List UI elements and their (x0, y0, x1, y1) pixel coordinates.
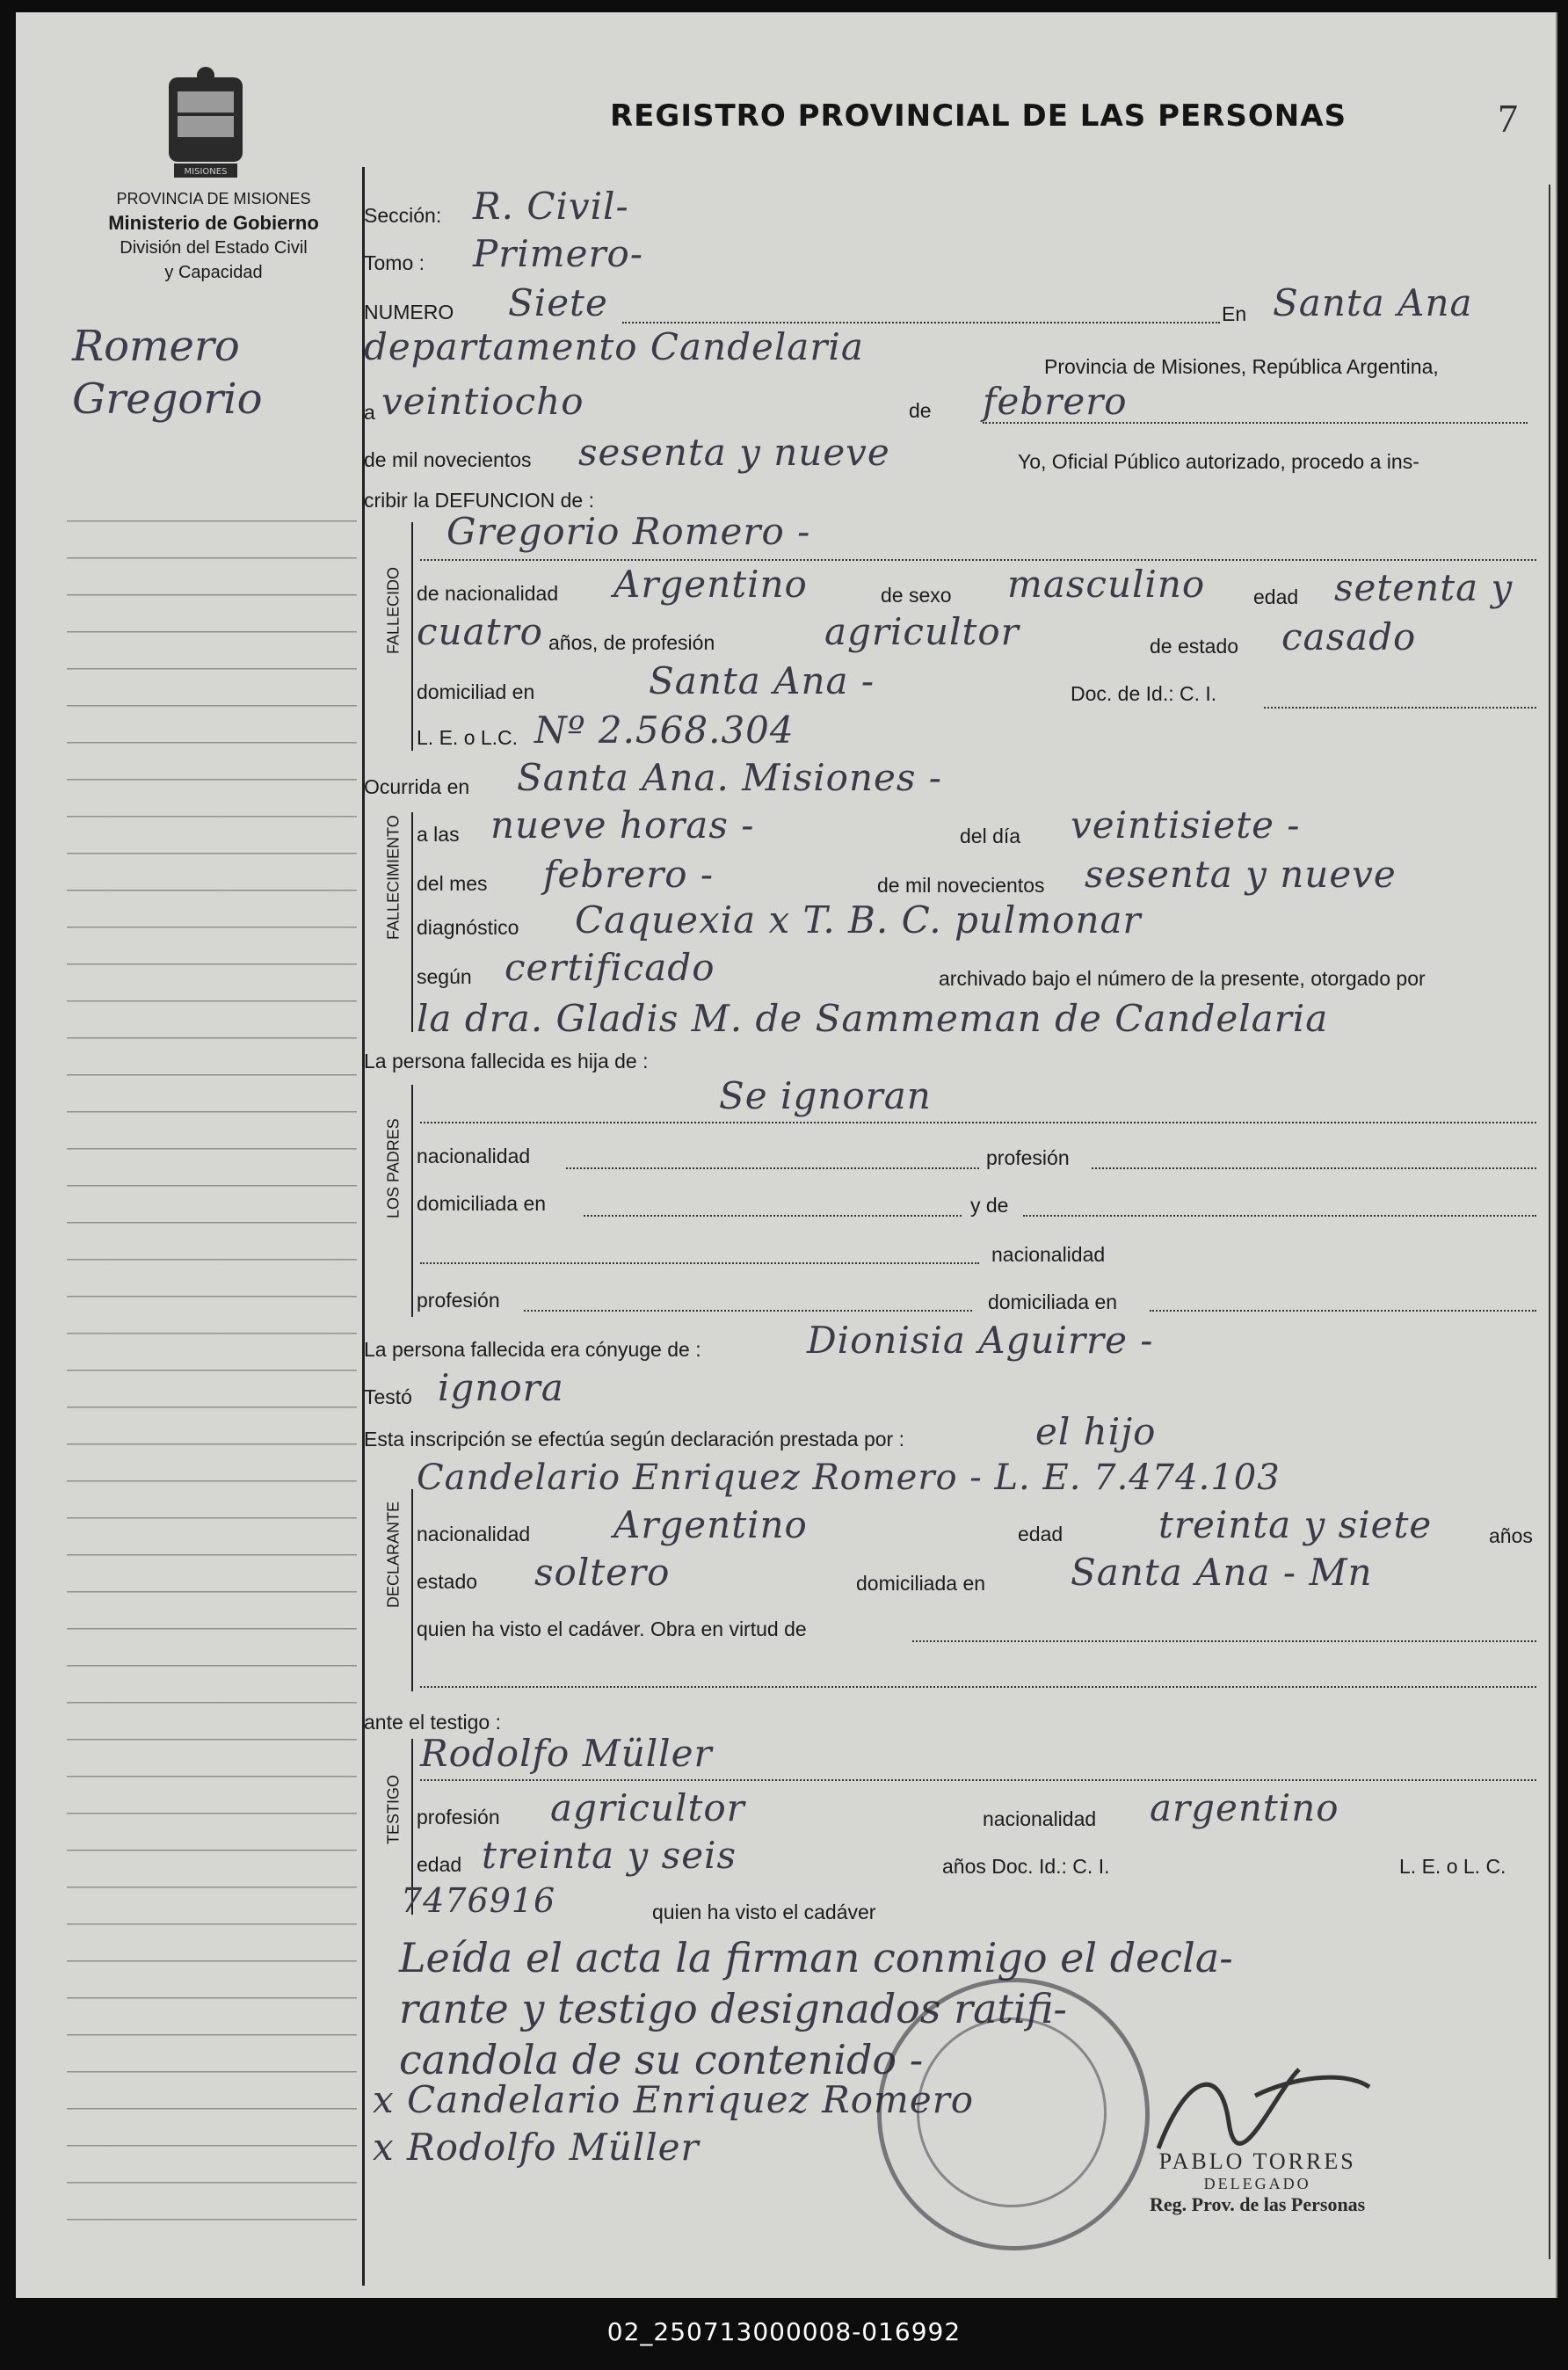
label-sexo: de sexo (881, 584, 952, 607)
label-testigo-le-lc: L. E. o L. C. (1399, 1855, 1506, 1878)
label-ocurrida: Ocurrida en (364, 775, 470, 798)
label-a-las: a las (417, 823, 460, 846)
value-testo: ignora (438, 1366, 564, 1409)
label-testigo-nacionalidad: nacionalidad (983, 1807, 1097, 1830)
label-declaracion: Esta inscripción se efectúa según declaración prestada por : (364, 1428, 904, 1450)
value-declarante-nacionalidad: Argentino (613, 1503, 808, 1546)
value-tomo: Primero- (473, 232, 644, 275)
label-padre-nacionalidad: nacionalidad (417, 1145, 531, 1167)
margin-divider (362, 167, 365, 2286)
label-tomo: Tomo : (364, 251, 425, 274)
official-office: Reg. Prov. de las Personas (1150, 2193, 1366, 2215)
margin-given-name: Gregorio (72, 374, 263, 424)
label-ante-testigo: ante el testigo : (364, 1711, 501, 1734)
section-padres: LOS PADRES (376, 1085, 413, 1317)
org-line-1: PROVINCIA DE MISIONES (116, 190, 311, 207)
value-declarante-domicilio: Santa Ana - Mn (1071, 1551, 1373, 1594)
label-conyuge: La persona fallecida era cónyuge de : (364, 1338, 701, 1361)
org-line-2: Ministerio de Gobierno (108, 212, 319, 234)
margin-ruled-column (67, 487, 357, 2245)
note-line-3: candola de su contenido - (399, 2036, 924, 2083)
section-testigo: TESTIGO (376, 1739, 413, 1915)
label-declarante-anos: años (1489, 1524, 1533, 1547)
value-declarante-estado: soltero (534, 1551, 671, 1594)
value-dia-muerte: veintisiete - (1071, 803, 1301, 847)
label-archivado: archivado bajo el número de la presente, otorgado por (939, 967, 1426, 990)
value-ocurrida: Santa Ana. Misiones - (517, 756, 942, 799)
value-testigo-profesion: agricultor (550, 1786, 745, 1829)
label-nacionalidad: de nacionalidad (417, 582, 559, 605)
org-line-4: y Capacidad (164, 263, 263, 282)
image-id-caption: 02_250713000008-016992 (606, 2317, 962, 2346)
value-dia: veintiocho (381, 380, 584, 423)
label-testigo-visto: quien ha visto el cadáver (652, 1901, 876, 1923)
label-numero: NUMERO (364, 301, 454, 324)
margin-surname: Romero (72, 322, 240, 371)
value-hora: nueve horas - (490, 803, 755, 847)
official-signature (1150, 2043, 1378, 2166)
label-doc-id: Doc. de Id.: C. I. (1071, 682, 1217, 705)
label-testigo-edad: edad (417, 1853, 462, 1876)
label-testigo-profesion: profesión (417, 1806, 500, 1828)
value-anio: sesenta y nueve (578, 431, 890, 474)
label-le-lc: L. E. o L.C. (417, 726, 519, 749)
label-padre-profesion: profesión (986, 1146, 1070, 1169)
label-declarante-visto: quien ha visto el cadáver. Obra en virtud de (417, 1618, 807, 1640)
value-anio-muerte: sesenta y nueve (1085, 853, 1397, 896)
note-line-1: Leída el acta la firman conmigo el decla- (399, 1934, 1233, 1981)
label-estado: de estado (1150, 635, 1239, 658)
value-declarante-nombre: Candelario Enriquez Romero - L. E. 7.474.103 (417, 1458, 1281, 1498)
label-y-de: y de (970, 1194, 1009, 1217)
section-declarante: DECLARANTE (376, 1489, 413, 1691)
label-yo-oficial: Yo, Oficial Público autorizado, procedo a ins- (1018, 450, 1419, 473)
value-mes: febrero (983, 380, 1128, 423)
value-profesion: agricultor (824, 610, 1020, 653)
value-testigo-doc: 7476916 (401, 1881, 556, 1920)
signature-testigo: x Rodolfo Müller (373, 2126, 700, 2169)
value-sexo: masculino (1007, 563, 1206, 606)
official-name: PABLO TORRES (1158, 2148, 1356, 2174)
coat-of-arms-seal (156, 65, 255, 183)
label-hija-de: La persona fallecida es hija de : (364, 1050, 649, 1072)
value-diagnostico: Caquexia x T. B. C. pulmonar (575, 898, 1142, 941)
label-edad: edad (1253, 585, 1299, 608)
signature-declarante: x Candelario Enriquez Romero (373, 2078, 975, 2121)
label-testo: Testó (364, 1385, 412, 1408)
label-en: En (1222, 302, 1247, 325)
value-hija-de: Se ignoran (719, 1074, 932, 1117)
org-line-3: División del Estado Civil (120, 238, 308, 258)
label-diagnostico: diagnóstico (417, 916, 519, 939)
label-de: de (909, 399, 932, 422)
note-line-2: rante y testigo designados ratifi- (399, 1985, 1067, 2032)
value-nacionalidad: Argentino (613, 563, 808, 606)
value-nombre-fallecido: Gregorio Romero - (446, 510, 811, 553)
official-role: DELEGADO (1203, 2175, 1311, 2192)
label-de-mil: de mil novecientos (364, 448, 532, 471)
value-numero: Siete (508, 281, 608, 324)
label-seccion: Sección: (364, 204, 442, 227)
label-a: a (364, 401, 375, 424)
value-testigo-edad: treinta y seis (482, 1834, 737, 1877)
label-del-dia: del día (960, 825, 1021, 847)
label-declarante-estado: estado (417, 1570, 478, 1593)
value-seccion: R. Civil- (473, 185, 629, 228)
right-border (1549, 185, 1550, 2259)
value-segun: certificado (505, 946, 715, 989)
organization-header (69, 186, 359, 285)
value-en: Santa Ana (1273, 281, 1473, 324)
section-fallecimiento: FALLECIMIENTO (376, 812, 413, 1032)
label-madre-domicilio: domiciliada en (988, 1290, 1118, 1313)
label-padre-domicilio: domiciliada en (417, 1192, 547, 1215)
official-signoff (1150, 2148, 1365, 2216)
document-page (16, 12, 1557, 2298)
official-stamp (877, 1978, 1150, 2250)
value-edad-2: cuatro (417, 610, 543, 653)
value-departamento: departamento Candelaria (364, 325, 864, 368)
section-fallecido: FALLECIDO (376, 522, 413, 751)
label-anos-profesion: años, de profesión (548, 631, 715, 654)
page-title: REGISTRO PROVINCIAL DE LAS PERSONAS (610, 98, 1347, 134)
value-declarante-edad: treinta y siete (1158, 1503, 1433, 1546)
label-segun: según (417, 965, 472, 988)
page-number: 7 (1498, 96, 1518, 141)
value-medico: la dra. Gladis M. de Sammeman de Candelaria (417, 997, 1329, 1040)
label-provincia: Provincia de Misiones, República Argentina, (1044, 355, 1439, 378)
value-estado: casado (1281, 615, 1417, 658)
label-testigo-anos-doc: años Doc. Id.: C. I. (942, 1855, 1110, 1878)
value-edad-1: setenta y (1334, 566, 1514, 609)
label-madre-profesion: profesión (417, 1289, 500, 1312)
seal-caption: MISIONES (184, 167, 228, 177)
label-declarante-nacionalidad: nacionalidad (417, 1523, 531, 1545)
value-declarante-relacion: el hijo (1035, 1410, 1157, 1453)
label-domicilio: domiciliad en (417, 680, 535, 703)
label-declarante-edad: edad (1018, 1523, 1063, 1545)
label-declarante-domicilio: domiciliada en (856, 1572, 986, 1595)
label-madre-nacionalidad: nacionalidad (991, 1243, 1106, 1266)
label-de-mil-2: de mil novecientos (877, 874, 1045, 897)
value-documento: Nº 2.568.304 (534, 709, 795, 752)
label-del-mes: del mes (417, 872, 488, 895)
value-testigo-nombre: Rodolfo Müller (420, 1732, 713, 1775)
value-conyuge: Dionisia Aguirre - (807, 1319, 1154, 1362)
label-inscribir: cribir la DEFUNCION de : (364, 489, 594, 512)
value-testigo-nacionalidad: argentino (1150, 1786, 1339, 1829)
value-mes-muerte: febrero - (543, 853, 715, 896)
value-domicilio: Santa Ana - (649, 659, 875, 702)
